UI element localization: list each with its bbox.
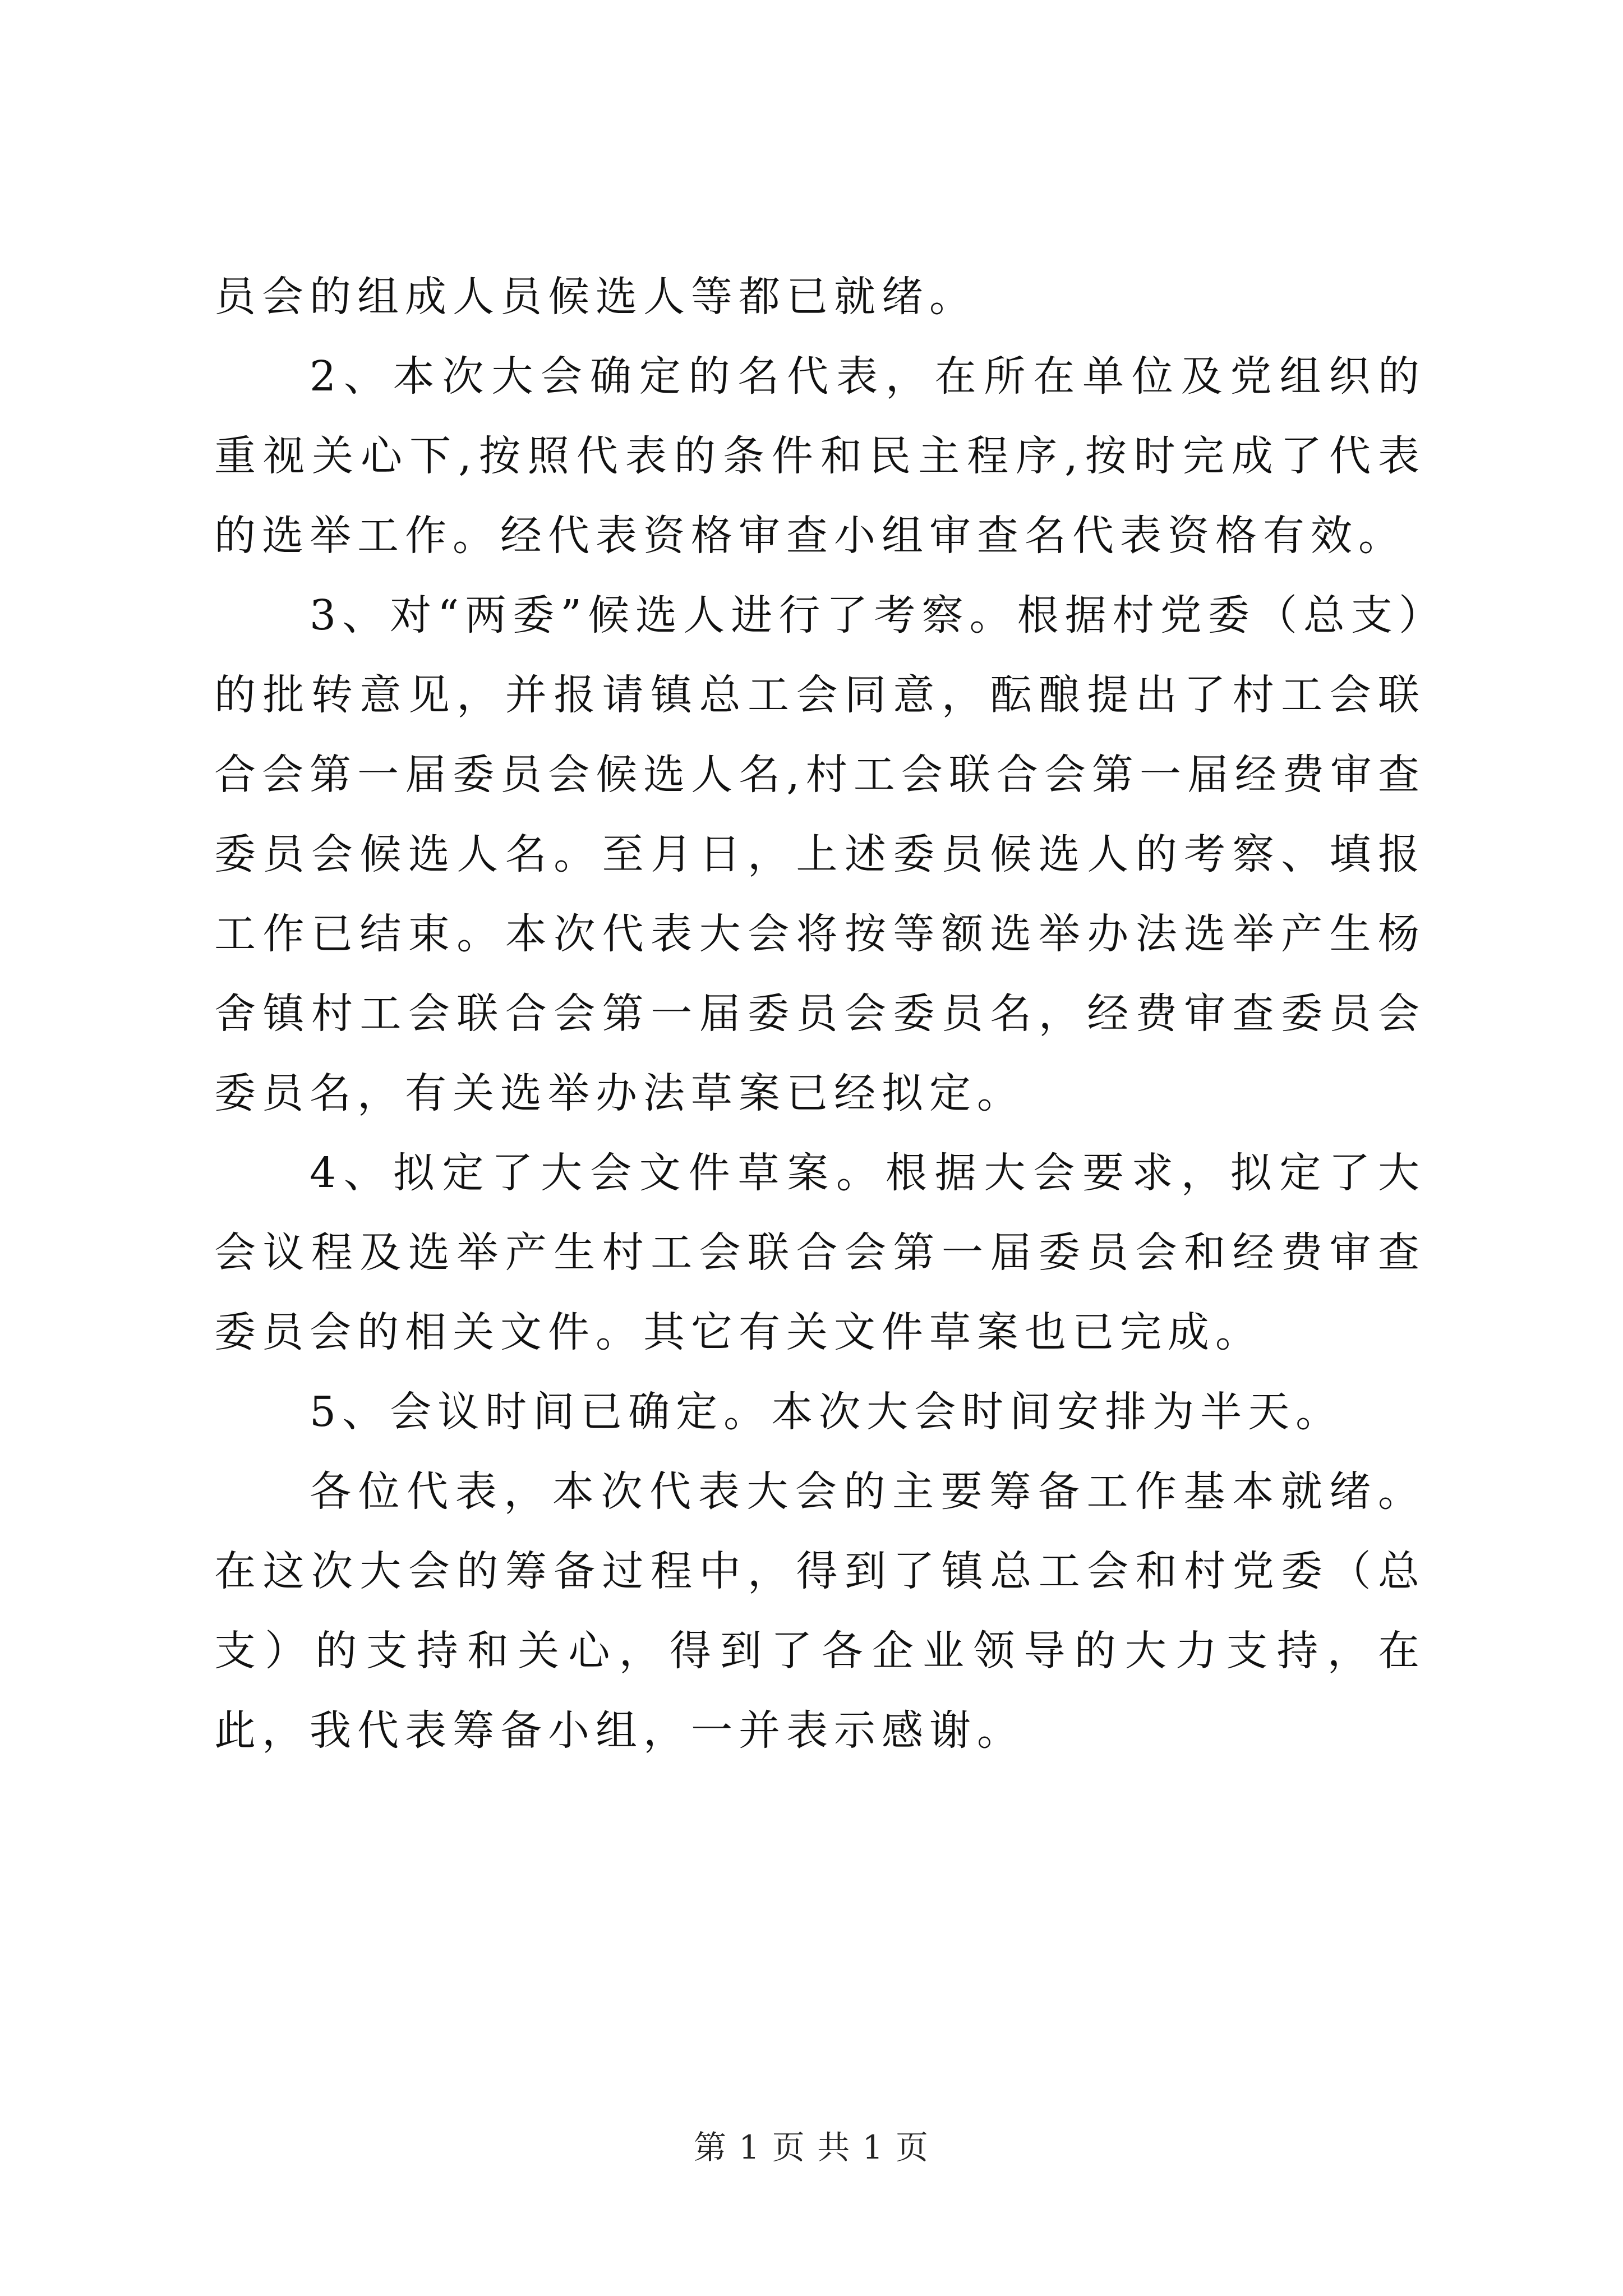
document-body (214, 257, 1426, 1770)
paragraph-closing: 各位代表，本次代表大会的主要筹备工作基本就绪。在这次大会的筹备过程中，得到了镇总工会和村党委（总支）的支持和关心，得到了各企业领导的大力支持，在此，我代表筹备小组，一并表示感谢。 (214, 1467, 1426, 1755)
paragraph-item-4: 4、拟定了大会文件草案。根据大会要求，拟定了大会议程及选举产生村工会联合会第一届委员会和经费审查委员会的相关文件。其它有关文件草案也已完成。 (214, 1149, 1426, 1356)
page-footer: 第 1 页 共 1 页 (694, 2128, 929, 2166)
paragraph-item-3: 3、对“两委”候选人进行了考察。根据村党委（总支）的批转意见，并报请镇总工会同意，酝酿提出了村工会联合会第一届委员会候选人名,村工会联合会第一届经费审查委员会候选人名。至月日，上述委员候选人的考察、填报工作已结束。本次代表大会将按等额选举办法选举产生杨舍镇村工会联合会第一届委员会委员名，经费审查委员会委员名，有关选举办法草案已经拟定。 (214, 591, 1426, 1117)
paragraph-continuation: 员会的组成人员候选人等都已就绪。 (214, 273, 977, 321)
paragraph-item-5: 5、会议时间已确定。本次大会时间安排为半天。 (310, 1388, 1344, 1436)
paragraph-item-2: 2、本次大会确定的名代表，在所在单位及党组织的重视关心下,按照代表的条件和民主程序,按时完成了代表的选举工作。经代表资格审查小组审查名代表资格有效。 (214, 352, 1426, 560)
